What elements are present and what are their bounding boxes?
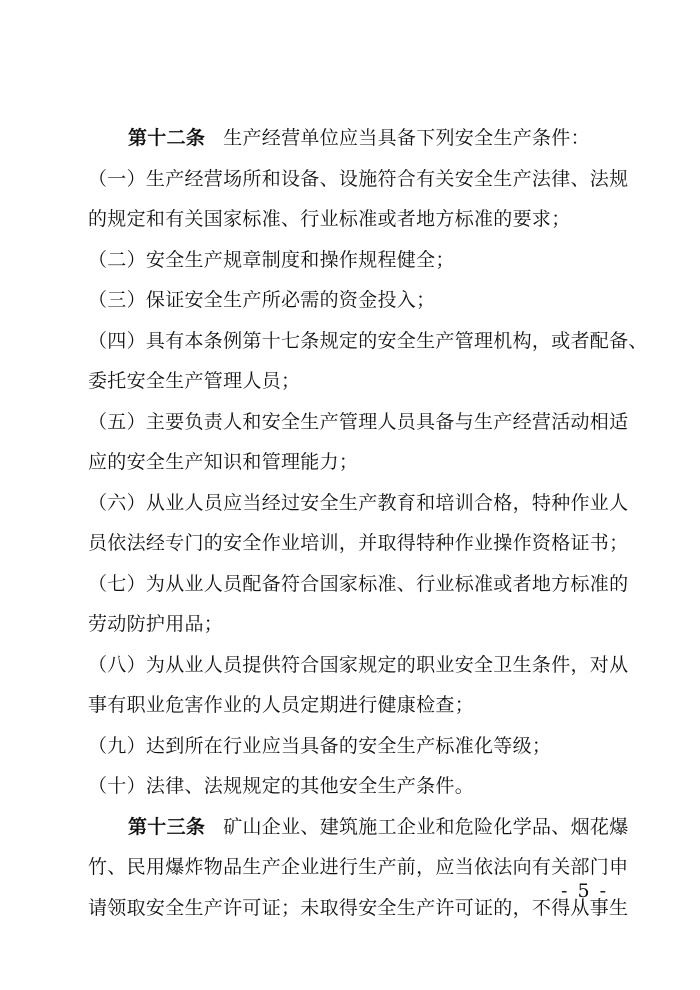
article-12-intro: 生产经营单位应当具备下列安全生产条件：	[223, 127, 590, 149]
article-12-line: （十）法律、法规规定的其他安全生产条件。	[88, 775, 475, 797]
page-number: - 5 -	[560, 880, 608, 902]
article-12-line: （六）从业人员应当经过安全生产教育和培训合格，特种作业人	[88, 491, 629, 514]
article-13-heading-line	[88, 807, 629, 848]
article-12-line: （二）安全生产规章制度和操作规程健全；	[88, 248, 455, 271]
article-12-line: 事有职业危害作业的人员定期进行健康检查；	[88, 694, 475, 716]
article-12-line: （七）为从业人员配备符合国家标准、行业标准或者地方标准的	[88, 572, 629, 595]
article-12-line: （四）具有本条例第十七条规定的安全生产管理机构，或者配备、	[88, 329, 648, 352]
article-13-heading: 第十三条	[128, 815, 206, 838]
article-12-line: （一）生产经营场所和设备、设施符合有关安全生产法律、法规	[88, 167, 629, 190]
article-13-line: 请领取安全生产许可证；未取得安全生产许可证的，不得从事生	[88, 896, 629, 919]
article-12-line: 劳动防护用品；	[88, 613, 224, 635]
article-12-heading: 第十二条	[128, 127, 206, 149]
article-12-line: 应的安全生产知识和管理能力；	[88, 451, 359, 473]
article-12-line: 的规定和有关国家标准、行业标准或者地方标准的要求；	[88, 208, 571, 230]
article-12-line: （三）保证安全生产所必需的资金投入；	[88, 289, 436, 311]
article-12-line: 委托安全生产管理人员；	[88, 370, 301, 392]
article-12-heading-line	[88, 118, 618, 159]
article-12-line: 员依法经专门的安全作业培训，并取得特种作业操作资格证书；	[88, 532, 629, 554]
article-12-line: （五）主要负责人和安全生产管理人员具备与生产经营活动相适	[88, 410, 629, 433]
document-body	[88, 118, 648, 928]
article-13-line: 竹、民用爆炸物品生产企业进行生产前，应当依法向有关部门申	[88, 856, 629, 878]
article-12-line: （九）达到所在行业应当具备的安全生产标准化等级；	[88, 734, 552, 757]
article-12-line: （八）为从业人员提供符合国家规定的职业安全卫生条件，对从	[88, 653, 629, 676]
article-13-first-line: 矿山企业、建筑施工企业和危险化学品、烟花爆	[223, 815, 629, 838]
